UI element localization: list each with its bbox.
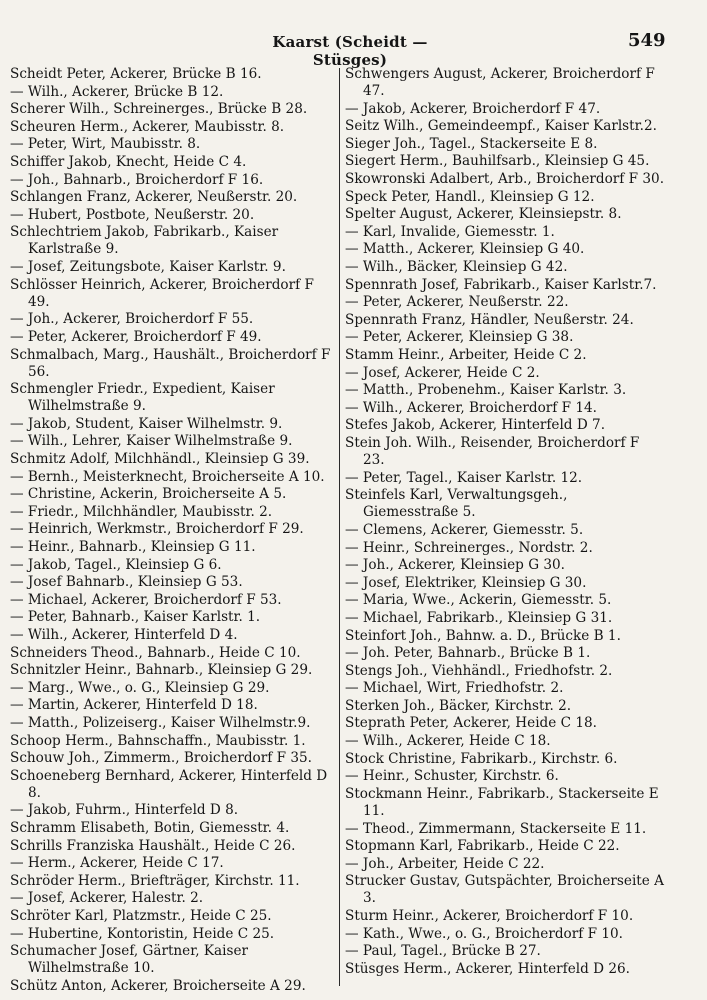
directory-entry: — Hubert, Postbote, Neußerstr. 20. [10,206,255,223]
directory-entry: — Bernh., Meisterknecht, Broicherseite A 10. [10,468,325,485]
directory-entry: Sturm Heinr., Ackerer, Broicherdorf F 10. [345,908,634,924]
directory-entry: — Jakob, Fuhrm., Hinterfeld D 8. [10,802,239,819]
directory-entry: Schröder Herm., Briefträger, Kirchstr. 11. [10,872,300,889]
directory-entry: — Joh., Ackerer, Broicherdorf F 55. [10,311,254,328]
directory-entry: — Joh., Arbeiter, Heide C 22. [345,855,545,872]
directory-entry: Stock Christine, Fabrikarb., Kirchstr. 6. [345,750,618,767]
directory-entry: — Clemens, Ackerer, Giemesstr. 5. [345,521,584,538]
directory-entry: — Michael, Ackerer, Broicherdorf F 53. [10,591,282,608]
directory-entry: Schoop Herm., Bahnschaffn., Maubisstr. 1. [10,732,306,749]
directory-entry: — Jakob, Ackerer, Broicherdorf F 47. [345,100,601,117]
directory-entry: — Wilh., Ackerer, Heide C 18. [345,733,551,750]
directory-entry: Schlangen Franz, Ackerer, Neußerstr. 20. [10,189,298,206]
directory-entry: — Josef Bahnarb., Kleinsiep G 53. [10,574,243,591]
directory-entry: Schütz Anton, Ackerer, Broicherseite A 29. [10,977,306,994]
directory-entry: Seitz Wilh., Gemeindeempf., Kaiser Karlstr.2. [345,118,657,135]
directory-entry: — Wilh., Bäcker, Kleinsiep G 42. [345,259,568,276]
directory-entry: — Josef, Ackerer, Halestr. 2. [10,890,204,907]
right-column [345,66,665,978]
directory-entry: Schumacher Josef, Gärtner, Kaiser Wilhelmstraße 10. [10,943,249,977]
directory-entry: — Heinrich, Werkmstr., Broicherdorf F 29. [10,521,304,538]
directory-entry: — Josef, Zeitungsbote, Kaiser Karlstr. 9. [10,259,286,276]
directory-entry: Schnitzler Heinr., Bahnarb., Kleinsiep G 29. [10,662,313,679]
directory-entry: Stockmann Heinr., Fabrikarb., Stackerseite E 11. [345,785,659,819]
directory-entry: Schlösser Heinrich, Ackerer, Broicherdorf F 49. [10,276,314,310]
directory-entry: Schmalbach, Marg., Haushält., Broicherdorf F 56. [10,346,331,380]
directory-entry: Sterken Joh., Bäcker, Kirchstr. 2. [345,697,572,714]
directory-entry: — Joh. Peter, Bahnarb., Brücke B 1. [345,645,591,662]
left-column [10,66,335,995]
directory-entry: Schröter Karl, Platzmstr., Heide C 25. [10,908,272,924]
directory-entry: — Michael, Fabrikarb., Kleinsiep G 31. [345,609,613,626]
directory-entry: — Peter, Wirt, Maubisstr. 8. [10,136,201,153]
directory-entry: Steinfels Karl, Verwaltungsgeh., Giemesstraße 5. [345,487,568,521]
directory-entry: Stopmann Karl, Fabrikarb., Heide C 22. [345,838,620,855]
directory-entry: — Theod., Zimmermann, Stackerseite E 11. [345,820,647,837]
directory-entry: — Matth., Polizeiserg., Kaiser Wilhelmstr.9. [10,714,311,731]
directory-entry: Scherer Wilh., Schreinerges., Brücke B 28. [10,101,308,118]
directory-entry: — Peter, Bahnarb., Kaiser Karlstr. 1. [10,609,261,626]
directory-entry: Stein Joh. Wilh., Reisender, Broicherdorf F 23. [345,434,640,469]
directory-entry: — Joh., Bahnarb., Broicherdorf F 16. [10,171,264,188]
directory-entry: — Friedr., Milchhändler, Maubisstr. 2. [10,503,273,520]
directory-entry: — Wilh., Ackerer, Broicherdorf F 14. [345,399,598,416]
directory-entry: — Christine, Ackerin, Broicherseite A 5. [10,486,287,503]
directory-entry: Stüsges Herm., Ackerer, Hinterfeld D 26. [345,960,630,977]
directory-entry: Schmitz Adolf, Milchhändl., Kleinsiep G 39. [10,451,310,468]
directory-entry: Spelter August, Ackerer, Kleinsiepstr. 8. [345,206,622,223]
directory-entry: — Heinr., Bahnarb., Kleinsiep G 11. [10,539,256,556]
directory-entry: — Peter, Ackerer, Kleinsiep G 38. [345,329,574,346]
directory-entry: Schramm Elisabeth, Botin, Giemesstr. 4. [10,820,290,837]
directory-entry: — Peter, Tagel., Kaiser Karlstr. 12. [345,469,583,486]
directory-entry: Stamm Heinr., Arbeiter, Heide C 2. [345,347,587,363]
directory-entry: Speck Peter, Handl., Kleinsiep G 12. [345,188,595,205]
directory-entry: — Maria, Wwe., Ackerin, Giemesstr. 5. [345,592,612,609]
directory-entry: — Kath., Wwe., o. G., Broicherdorf F 10. [345,925,623,942]
directory-entry: Scheuren Herm., Ackerer, Maubisstr. 8. [10,118,285,135]
directory-entry: Strucker Gustav, Gutspächter, Broicherseite A 3. [345,873,664,907]
directory-entry: — Peter, Ackerer, Neußerstr. 22. [345,294,569,311]
directory-entry: — Karl, Invalide, Giemesstr. 1. [345,223,555,240]
directory-entry: — Herm., Ackerer, Heide C 17. [10,855,224,872]
directory-entry: Schrills Franziska Haushält., Heide C 26. [10,837,296,854]
directory-entry: — Matth., Probenehm., Kaiser Karlstr. 3. [345,382,627,399]
directory-entry: Schiffer Jakob, Knecht, Heide C 4. [10,153,247,170]
directory-entry: Skowronski Adalbert, Arb., Broicherdorf F 30. [345,171,665,188]
directory-entry: Spennrath Josef, Fabrikarb., Kaiser Karlstr.7. [345,276,657,293]
directory-entry: Schoeneberg Bernhard, Ackerer, Hinterfeld D 8. [10,767,328,801]
directory-entry: — Wilh., Lehrer, Kaiser Wilhelmstraße 9. [10,433,293,450]
directory-entry: — Marg., Wwe., o. G., Kleinsiep G 29. [10,679,270,696]
directory-entry: Schwengers August, Ackerer, Broicherdorf F 47. [345,66,655,100]
directory-entry: Sieger Joh., Tagel., Stackerseite E 8. [345,135,598,152]
directory-entry: Schneiders Theod., Bahnarb., Heide C 10. [10,644,301,661]
directory-entry: — Jakob, Tagel., Kleinsiep G 6. [10,556,222,573]
column-divider [339,68,340,986]
directory-entry: — Paul, Tagel., Brücke B 27. [345,943,541,960]
directory-entry: — Peter, Ackerer, Broicherdorf F 49. [10,328,262,345]
directory-entry: — Martin, Ackerer, Hinterfeld D 18. [10,697,258,714]
directory-entry: — Joh., Ackerer, Kleinsiep G 30. [345,557,566,574]
directory-entry: — Wilh., Ackerer, Hinterfeld D 4. [10,627,238,643]
directory-entry: — Matth., Ackerer, Kleinsiep G 40. [345,241,585,258]
directory-entry: Stengs Joh., Viehhändl., Friedhofstr. 2. [345,662,613,679]
page-number: 549 [628,30,666,51]
directory-entry: Schlechtriem Jakob, Fabrikarb., Kaiser Karlstraße 9. [10,224,279,258]
directory-entry: Scheidt Peter, Ackerer, Brücke B 16. [10,66,262,82]
directory-entry: — Jakob, Student, Kaiser Wilhelmstr. 9. [10,415,283,432]
directory-entry: Steinfort Joh., Bahnw. a. D., Brücke B 1. [345,627,621,644]
directory-entry: Schmengler Friedr., Expedient, Kaiser Wilhelmstraße 9. [10,381,275,415]
page-header-title: Kaarst (Scheidt — Stüsges) [272,33,428,69]
directory-entry: — Michael, Wirt, Friedhofstr. 2. [345,680,564,697]
directory-entry: — Josef, Ackerer, Heide C 2. [345,364,540,381]
directory-entry: Spennrath Franz, Händler, Neußerstr. 24. [345,311,634,328]
directory-entry: — Heinr., Schreinerges., Nordstr. 2. [345,539,593,556]
directory-entry: Stefes Jakob, Ackerer, Hinterfeld D 7. [345,417,606,434]
directory-entry: — Hubertine, Kontoristin, Heide C 25. [10,925,275,942]
directory-entry: Steprath Peter, Ackerer, Heide C 18. [345,715,597,732]
directory-entry: — Josef, Elektriker, Kleinsiep G 30. [345,574,587,591]
directory-entry: — Wilh., Ackerer, Brücke B 12. [10,83,224,100]
directory-entry: Schouw Joh., Zimmerm., Broicherdorf F 35. [10,750,312,767]
directory-entry: — Heinr., Schuster, Kirchstr. 6. [345,768,559,785]
directory-entry: Siegert Herm., Bauhilfsarb., Kleinsiep G 45. [345,153,650,170]
